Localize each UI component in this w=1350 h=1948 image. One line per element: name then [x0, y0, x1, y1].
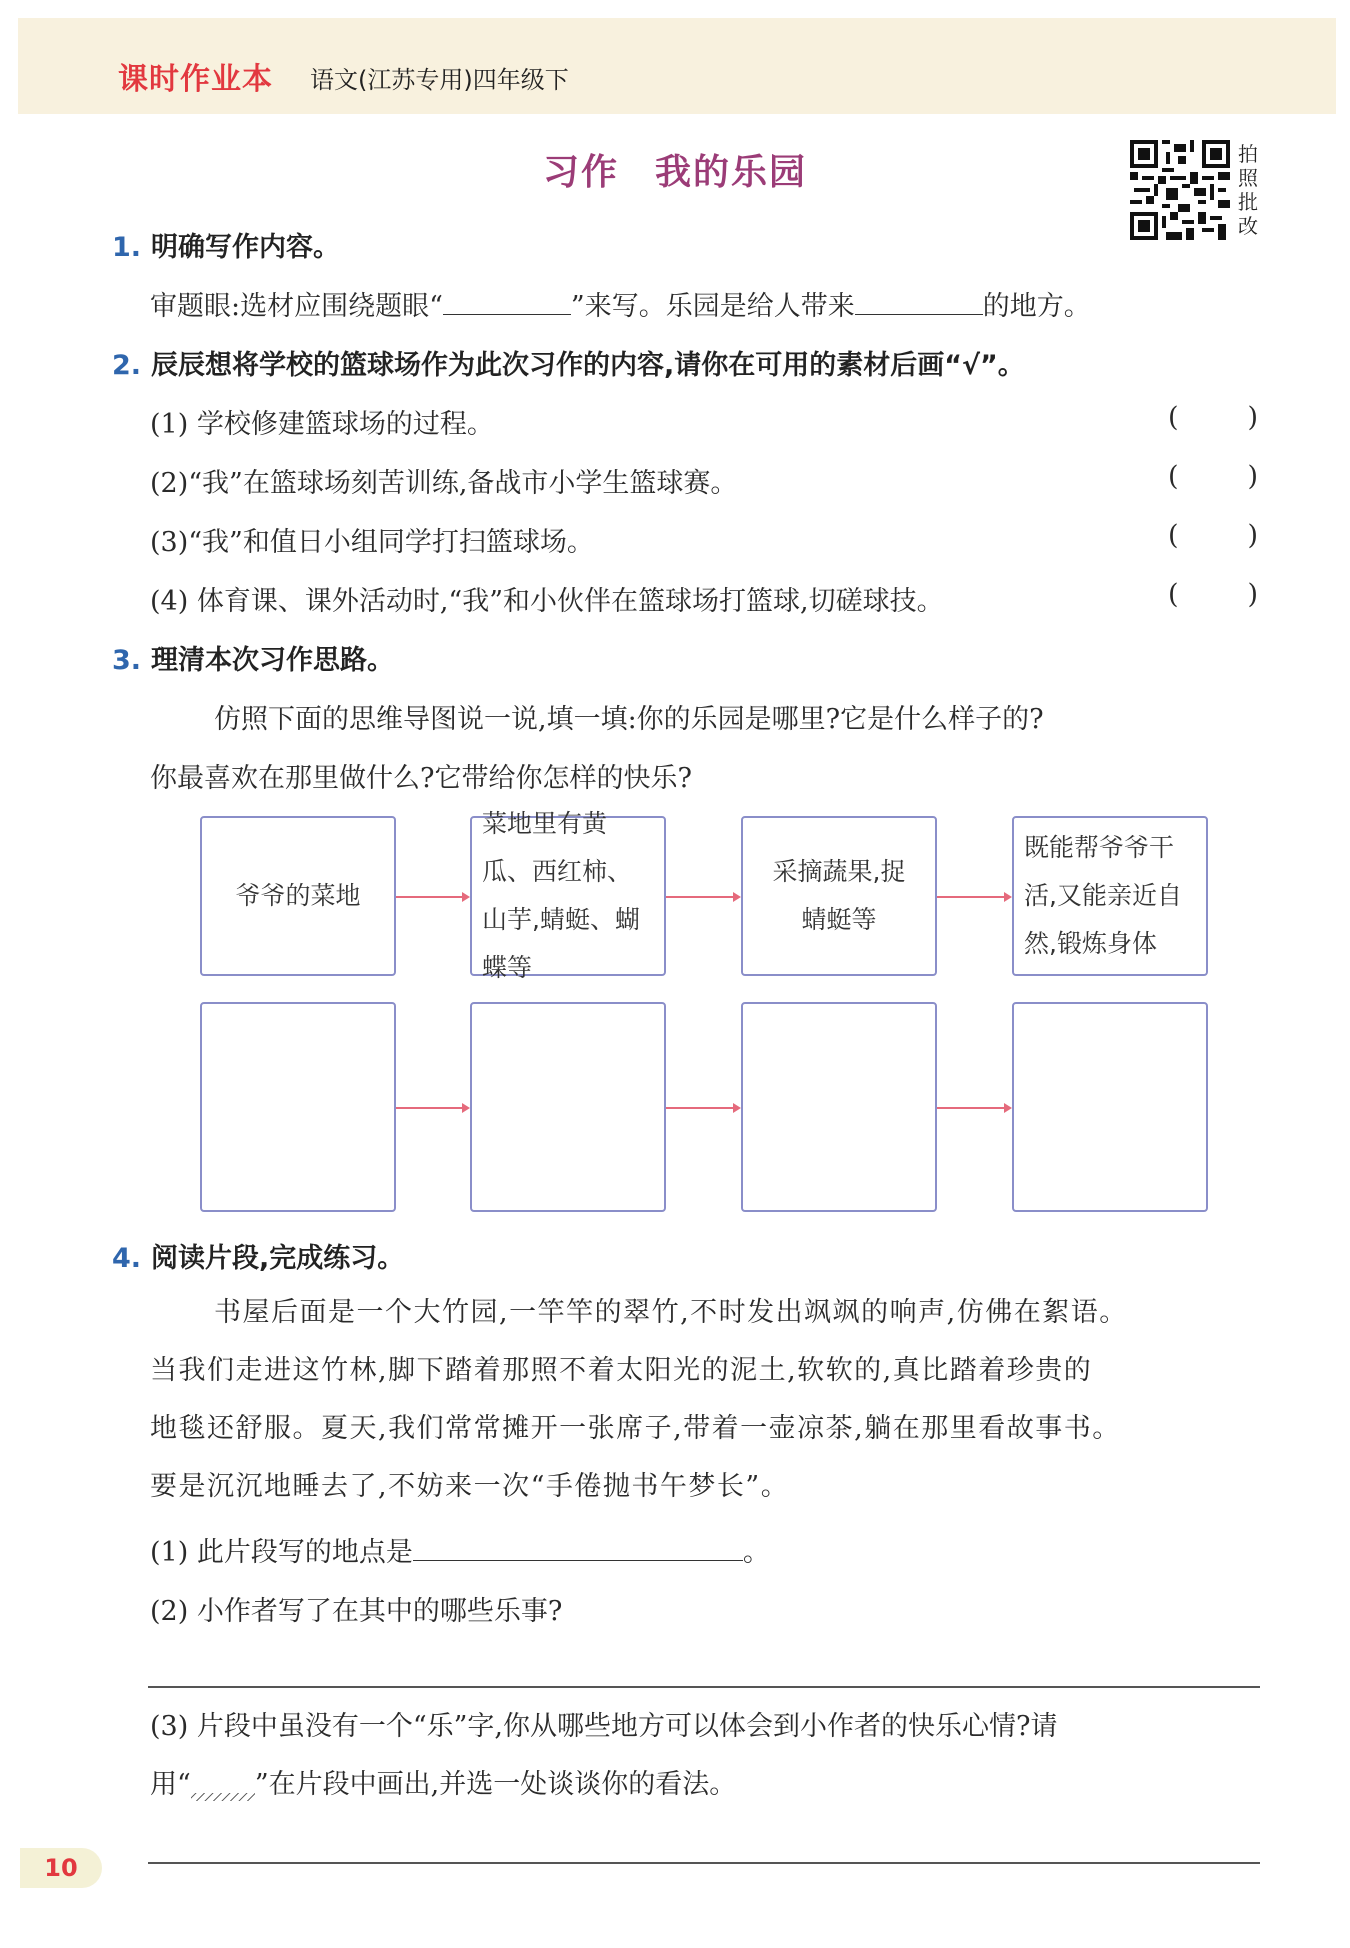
- q4-sub1-blank[interactable]: [413, 1559, 743, 1561]
- subject-label: 语文(江苏专用)四年级下: [310, 66, 569, 94]
- q3-number: 3.: [112, 645, 142, 676]
- q1-text-a: 审题眼:选材应围绕题眼“: [150, 291, 443, 322]
- arrow-icon: [666, 1107, 739, 1109]
- q4-sub1: (1) 此片段写的地点是 。: [150, 1537, 770, 1568]
- q2-item-2: (2)“我”在篮球场刻苦训练,备战市小学生篮球赛。: [150, 468, 738, 499]
- q1-text: 明确写作内容。: [151, 232, 341, 263]
- q4-text: 阅读片段,完成练习。: [151, 1243, 405, 1274]
- q2-number: 2.: [112, 350, 142, 381]
- mindmap-box-feeling: 既能帮爷爷干活,又能亲近自然,锻炼身体: [1012, 816, 1208, 976]
- reading-passage: [150, 1284, 1260, 1516]
- mindmap-input-box-3[interactable]: [741, 1002, 937, 1212]
- q2-item-1: (1) 学校修建篮球场的过程。: [150, 409, 494, 440]
- q1-line: [150, 284, 1091, 323]
- q2-heading: [112, 343, 1025, 382]
- answer-line-sub3[interactable]: [148, 1862, 1260, 1864]
- q4-sub3-line1: (3) 片段中虽没有一个“乐”字,你从哪些地方可以体会到小作者的快乐心情?请: [150, 1711, 1058, 1742]
- q2-text: 辰辰想将学校的篮球场作为此次习作的内容,请你在可用的素材后画“√”。: [151, 350, 1025, 381]
- mindmap-box-looks: 菜地里有黄瓜、西红柿、山芋,蜻蜓、蝴蝶等: [470, 816, 666, 976]
- q2-item-3: (3)“我”和值日小组同学打扫篮球场。: [150, 527, 594, 558]
- title-part2: 我的乐园: [655, 152, 808, 193]
- q1-blank-1[interactable]: [443, 313, 571, 315]
- qr-code-icon[interactable]: [1130, 140, 1230, 240]
- q4-sub2: (2) 小作者写了在其中的哪些乐事?: [150, 1596, 563, 1627]
- q1-number: 1.: [112, 232, 142, 263]
- q3-heading: [112, 638, 394, 677]
- mindmap-box-place: 爷爷的菜地: [200, 816, 396, 976]
- q4-heading: [112, 1236, 404, 1275]
- q2-item-4: (4) 体育课、课外活动时,“我”和小伙伴在篮球场打篮球,切磋球技。: [150, 586, 944, 617]
- q1-blank-2[interactable]: [855, 313, 983, 315]
- arrow-icon: [396, 1107, 468, 1109]
- answer-line-sub2[interactable]: [148, 1686, 1260, 1688]
- q1-text-c: 的地方。: [982, 291, 1091, 322]
- passage-line-1: 书屋后面是一个大竹园,一竿竿的翠竹,不时发出飒飒的响声,仿佛在絮语。: [214, 1297, 1128, 1328]
- q3-text: 理清本次习作思路。: [151, 645, 395, 676]
- q4-sub3-line2: 用“ ”在片段中画出,并选一处谈谈你的看法。: [150, 1769, 737, 1800]
- q1-heading: [112, 225, 340, 264]
- q4-number: 4.: [112, 1243, 142, 1274]
- arrow-icon: [666, 896, 739, 898]
- wavy-underline-icon: [191, 1793, 255, 1801]
- q3-prompt-1: 仿照下面的思维导图说一说,填一填:你的乐园是哪里?它是什么样子的?: [214, 704, 1044, 735]
- mindmap-box-activity: 采摘蔬果,捉蜻蜓等: [741, 816, 937, 976]
- passage-line-4: 要是沉沉地睡去了,不妨来一次“手倦抛书午梦长”。: [150, 1471, 790, 1502]
- mindmap-input-box-4[interactable]: [1012, 1002, 1208, 1212]
- q1-text-b: ”来写。乐园是给人带来: [570, 291, 855, 322]
- title-part1: 习作: [542, 152, 619, 193]
- brand-title: 课时作业本: [118, 62, 273, 97]
- q2-answer-2[interactable]: ( ): [1168, 461, 1258, 492]
- passage-line-2: 当我们走进这竹林,脚下踏着那照不着太阳光的泥土,软软的,真比踏着珍贵的: [150, 1355, 1093, 1386]
- q2-answer-3[interactable]: ( ): [1168, 520, 1258, 551]
- q2-answer-4[interactable]: ( ): [1168, 579, 1258, 610]
- mindmap-input-box-2[interactable]: [470, 1002, 666, 1212]
- qr-label: 拍照批改: [1238, 142, 1258, 238]
- arrow-icon: [937, 1107, 1010, 1109]
- page-number: 10: [20, 1848, 102, 1888]
- arrow-icon: [396, 896, 468, 898]
- q3-prompt-2: 你最喜欢在那里做什么?它带给你怎样的快乐?: [150, 763, 692, 794]
- mindmap-input-box-1[interactable]: [200, 1002, 396, 1212]
- arrow-icon: [937, 896, 1010, 898]
- passage-line-3: 地毯还舒服。夏天,我们常常摊开一张席子,带着一壶凉茶,躺在那里看故事书。: [150, 1413, 1121, 1444]
- q2-answer-1[interactable]: ( ): [1168, 402, 1258, 433]
